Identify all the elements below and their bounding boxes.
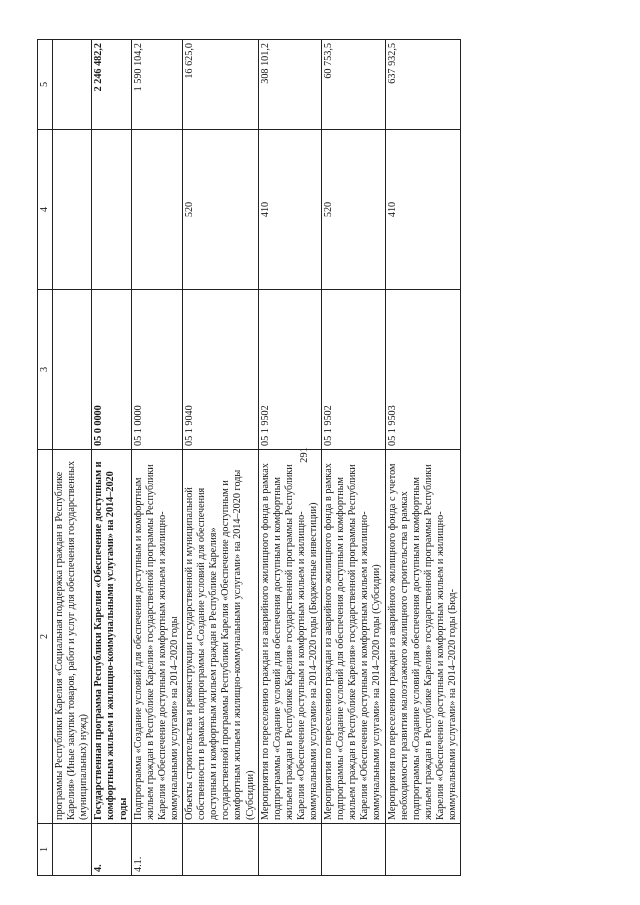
table-header-row <box>38 40 53 876</box>
amount-cell <box>53 40 92 130</box>
column-header: 5 <box>38 40 53 130</box>
description-cell: программы Республики Карелия «Социальная поддержка граждан в Республике Карелия» (Иные закупки товаров, работ и услуг для обеспечения государственных (муниципальных) нужд) <box>53 450 92 824</box>
expense-type-cell: 410 <box>258 130 321 290</box>
table-row <box>131 40 182 876</box>
target-code-cell: 05 0 0000 <box>92 290 131 450</box>
row-number-cell <box>183 824 259 876</box>
table-row <box>322 40 385 876</box>
column-header: 2 <box>38 450 53 824</box>
expense-type-cell <box>53 130 92 290</box>
row-number-cell <box>258 824 321 876</box>
description-cell: Государственная программа Республики Карелия «Обеспечение доступным и комфортным жильем и жилищно-коммунальными услугами» на 2014–2020 годы <box>92 450 131 824</box>
description-cell: Объекты строительства и реконструкции государственной и муниципальной собственности в рамках подпрограммы «Создание условий для обеспечения доступным и комфортным жильем граждан в Республике Карелия» государственной программы Республики Карелия «Обеспечение доступным и комфортным жильем и жилищно-коммунальными услугами» на 2014–2020 годы (Субсидии) <box>183 450 259 824</box>
table-row <box>258 40 321 876</box>
target-code-cell: 05 1 9502 <box>322 290 385 450</box>
table-row <box>183 40 259 876</box>
target-code-cell: 05 1 9040 <box>183 290 259 450</box>
description-cell: Мероприятия по переселению граждан из аварийного жилищного фонда в рамках подпрограммы «Создание условий для обеспечения доступным и комфортным жильем граждан в Республике Карелия» государственной программы Республики Карелия «Обеспечение доступным и комфортным жильем и жилищно-коммунальными услугами» на 2014–2020 годы (Субсидии) <box>322 450 385 824</box>
amount-cell: 16 625,0 <box>183 40 259 130</box>
budget-table <box>37 39 461 876</box>
description-cell: Мероприятия по переселению граждан из аварийного жилищного фонда в рамках подпрограммы «Создание условий для обеспечения доступным и комфортным жильем граждан в Республике Карелия» государственной программы Республики Карелия «Обеспечение доступным и комфортным жильем и жилищно-коммунальными услугами» на 2014–2020 годы (Бюджетные инвестиции) <box>258 450 321 824</box>
column-header: 1 <box>38 824 53 876</box>
amount-cell: 308 101,2 <box>258 40 321 130</box>
target-code-cell <box>53 290 92 450</box>
row-number-cell <box>53 824 92 876</box>
amount-cell: 1 590 104,2 <box>131 40 182 130</box>
target-code-cell: 05 1 9503 <box>385 290 461 450</box>
row-number-cell: 4. <box>92 824 131 876</box>
amount-cell: 2 246 482,2 <box>92 40 131 130</box>
page-number: 291 <box>299 447 310 463</box>
expense-type-cell: 410 <box>385 130 461 290</box>
row-number-cell <box>322 824 385 876</box>
row-number-cell <box>385 824 461 876</box>
expense-type-cell <box>92 130 131 290</box>
description-cell: Мероприятия по переселению граждан из аварийного жилищного фонда с учетом необходимости развития малоэтажного жилищного строительства в рамках подпрограммы «Создание условий для обеспечения доступным и комфортным жильем граждан в Республике Карелия» государственной программы Республики Карелия «Обеспечение доступным и комфортным жильем и жилищно-коммунальными услугами» на 2014–2020 годы (Бюд- <box>385 450 461 824</box>
rotated-table-wrapper <box>37 40 607 876</box>
column-header: 4 <box>38 130 53 290</box>
target-code-cell: 05 1 9502 <box>258 290 321 450</box>
expense-type-cell: 520 <box>183 130 259 290</box>
expense-type-cell: 520 <box>322 130 385 290</box>
target-code-cell: 05 1 0000 <box>131 290 182 450</box>
table-row <box>385 40 461 876</box>
description-cell: Подпрограмма «Создание условий для обеспечения доступным и комфортным жильем граждан в Республике Карелия» государственной программы Республики Карелия «Обеспечение доступным и комфортным жильем и жилищно-коммунальными услугами» на 2014–2020 годы <box>131 450 182 824</box>
table-row <box>92 40 131 876</box>
amount-cell: 637 932,5 <box>385 40 461 130</box>
column-header: 3 <box>38 290 53 450</box>
expense-type-cell <box>131 130 182 290</box>
table-row <box>53 40 92 876</box>
amount-cell: 60 753,5 <box>322 40 385 130</box>
row-number-cell: 4.1. <box>131 824 182 876</box>
